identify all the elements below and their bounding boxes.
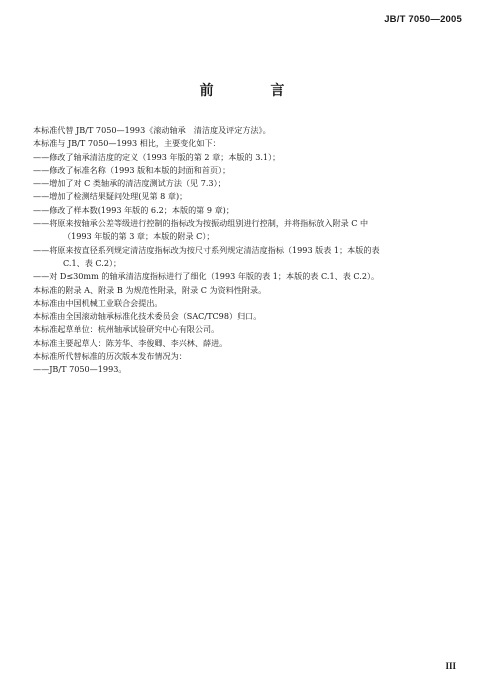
foreword-line: ——修改了轴承清洁度的定义（1993 年版的第 2 章；本版的 3.1）；: [33, 151, 281, 162]
foreword-line: 本标准与 JB/T 7050—1993 相比，主要变化如下：: [33, 138, 221, 149]
foreword-line: ——将原来按轴承公差等级进行控制的指标改为按振动组别进行控制，并将指标放入附录 C 中: [33, 218, 369, 229]
foreword-line: 本标准主要起草人：陈芳华、李俊卿、李兴林、薛进。: [33, 337, 228, 348]
foreword-line: ——JB/T 7050—1993。: [33, 364, 127, 375]
foreword-line: 本标准起草单位：杭州轴承试验研究中心有限公司。: [33, 324, 220, 335]
foreword-line: ——对 D≤30mm 的轴承清洁度指标进行了细化（1993 年版的表 1；本版的表 C.1、表 C.2）。: [33, 271, 380, 282]
foreword-line: 本标准代替 JB/T 7050—1993《滚动轴承 清洁度及评定方法》。: [33, 125, 271, 135]
foreword-line: ——修改了标准名称（1993 版和本版的封面和首页）；: [33, 164, 231, 175]
foreword-line: 本标准由中国机械工业联合会提出。: [33, 297, 163, 308]
foreword-line: 本标准所代替标准的历次版本发布情况为：: [33, 351, 187, 362]
foreword-line: ——增加了检测结果疑问处理(见第 8 章)；: [33, 191, 188, 202]
foreword-line: ——将原来按直径系列规定清洁度指标改为按尺寸系列规定清洁度指标（1993 版表 1；本版的表: [33, 244, 380, 255]
foreword-line: （1993 年版的第 3 章；本版的附录 C）；: [63, 231, 215, 242]
foreword-line: 本标准的附录 A、附录 B 为规范性附录，附录 C 为资料性附录。: [33, 284, 267, 295]
standard-code: JB/T 7050—2005: [384, 14, 462, 25]
foreword-line: C.1、表 C.2）；: [63, 257, 122, 268]
foreword-body: [33, 124, 463, 377]
foreword-line: ——修改了样本数(1993 年版的 6.2；本版的第 9 章)；: [33, 204, 234, 215]
foreword-line: ——增加了对 C 类轴承的清洁度测试方法（见 7.3）；: [33, 178, 226, 189]
page-title: 前 言: [199, 83, 311, 99]
page-number: III: [445, 661, 456, 671]
foreword-line: 本标准由全国滚动轴承标准化技术委员会（SAC/TC98）归口。: [33, 311, 262, 322]
